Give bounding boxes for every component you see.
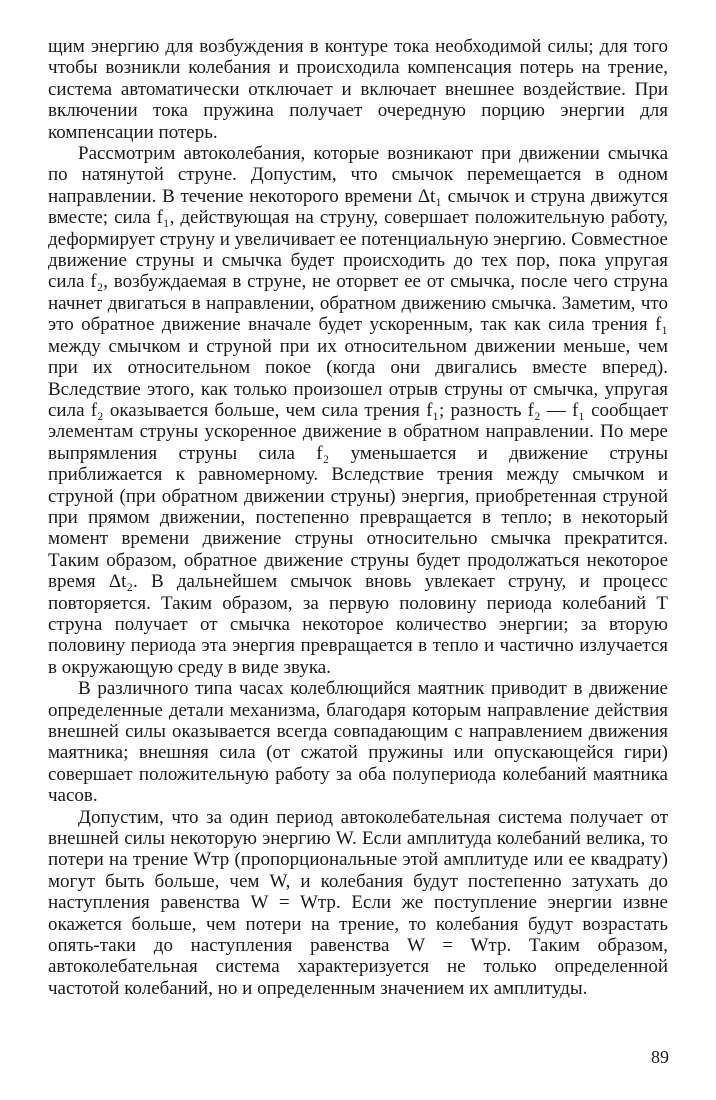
paragraph-3: В различного типа часах колеблющийся маятник приводит в движение определенные детали механизма, благодаря которым направление действия внешней силы оказывается всегда совпадающим с направлением движения маятника; внешняя сила (от сжатой пружины или опускающейся гири) совершает положительную работу за оба полупериода колебаний маятника часов. xyxy=(48,678,668,807)
paragraph-4: Допустим, что за один период автоколебательная система получает от внешней силы некоторую энергию W. Если амплитуда колебаний велика, то потери на трение Wтр (пропорциональные этой амплитуде или ее квадрату) могут быть больше, чем W, и колебания будут постепенно затухать до наступления равенства W = Wтр. Если же поступление энергии извне окажется больше, чем потери на трение, то колебания будут возрастать опять-таки до наступления равенства W = Wтр. Таким образом, автоколебательная система характеризуется не только определенной частотой колебаний, но и определенным значением их амплитуды. xyxy=(48,806,668,999)
page-number: 89 xyxy=(651,1047,669,1067)
paragraph-1: щим энергию для возбуждения в контуре тока необходимой силы; для того чтобы возникли колебания и происходила компенсация потерь на трение, система автоматически отключает и включает внешнее воздействие. При включении тока пружина получает очередную порцию энергии для компенсации потерь. xyxy=(48,36,668,143)
book-page xyxy=(48,36,668,999)
paragraph-2: Рассмотрим автоколебания, которые возникают при движении смычка по натянутой струне. Допустим, что смычок перемещается в одном направлении. В течение некоторого времени Δt₁ смычок и струна движутся вместе; сила f₁, действующая на струну, совершает положительную работу, деформирует струну и увеличивает ее потенциальную энергию. Совместное движение струны и смычка будет происходить до тех пор, пока упругая сила f₂, возбуждаемая в струне, не оторвет ее от смычка, после чего струна начнет двигаться в направлении, обратном движению смычка. Заметим, что это обратное движение вначале будет ускоренным, так как сила трения f₁ между смычком и струной при их относительном движении меньше, чем при их относительном покое (когда они двигались вместе вперед). Вследствие этого, как только произошел отрыв струны от смычка, упругая сила f₂ оказывается больше, чем сила трения f₁; разность f₂ — f₁ сообщает элементам струны ускоренное движение в обратном направлении. По мере выпрямления струны сила f₂ уменьшается и движение струны приближается к равномерному. Вследствие трения между смычком и струной (при обратном движении струны) энергия, приобретенная струной при прямом движении, постепенно превращается в тепло; в некоторый момент времени движение струны относительно смычка прекратится. Таким образом, обратное движение струны будет продолжаться некоторое время Δt₂. В дальнейшем смычок вновь увлекает струну, и процесс повторяется. Таким образом, за первую половину периода колебаний T струна получает от смычка некоторое количество энергии; за вторую половину периода эта энергия превращается в тепло и частично излучается в окружающую среду в виде звука. xyxy=(48,143,668,678)
